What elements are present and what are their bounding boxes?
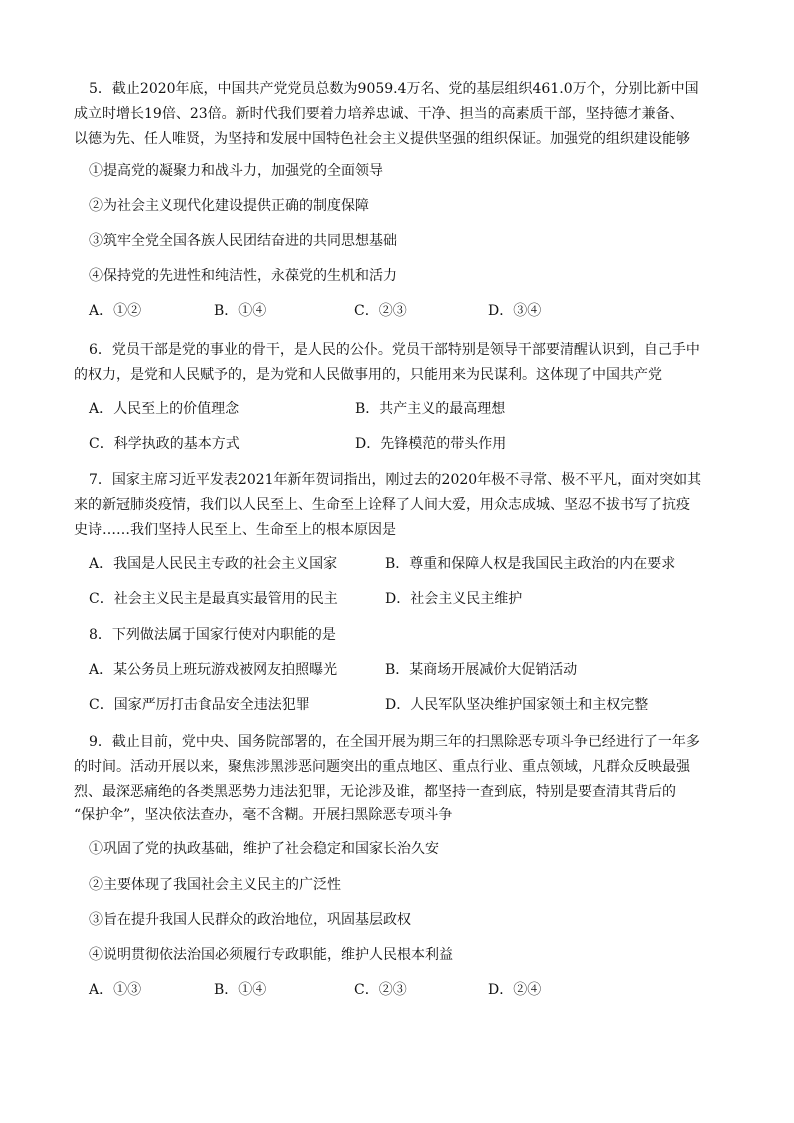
q6-stem-line-1: 6．党员干部是党的事业的骨干，是人民的公仆。党员干部特别是领导干部要清醒认识到，自己手中 [89,342,700,358]
q5-item-3: ③筑牢全党全国各族人民团结奋进的共同思想基础 [89,233,397,249]
q7-stem-line-2: 来的新冠肺炎疫情，我们以人民至上、生命至上诠释了人间大爱，用众志成城、坚忍不拔书写了抗疫 [74,497,690,513]
q5-stem-line-2: 成立时增长19倍、23倍。新时代我们要着力培养忠诚、干净、担当的高素质干部，坚持德才兼备、 [74,106,684,122]
q5-item-2: ②为社会主义现代化建设提供正确的制度保障 [89,198,369,214]
q7-option-b: B．尊重和保障人权是我国民主政治的内在要求 [385,556,676,572]
q8-option-b: B．某商场开展减价大促销活动 [385,662,578,678]
q6-stem-line-2: 的权力，是党和人民赋予的，是为党和人民做事用的，只能用来为民谋利。这体现了中国共产党 [74,367,662,383]
q6-option-c: C．科学执政的基本方式 [89,436,240,452]
q6-option-d: D．先锋模范的带头作用 [355,436,507,452]
q8-option-c: C．国家严厉打击食品安全违法犯罪 [89,697,310,713]
q5-option-d: D．③④ [488,303,542,319]
q9-item-4: ④说明贯彻依法治国必须履行专政职能，维护人民根本利益 [89,947,453,963]
q7-option-a: A．我国是人民民主专政的社会主义国家 [89,556,338,572]
q8-stem-line-1: 8．下列做法属于国家行使对内职能的是 [89,627,336,643]
q9-stem-line-1: 9．截止目前，党中央、国务院部署的，在全国开展为期三年的扫黑除恶专项斗争已经进行了一年多 [89,734,700,750]
q9-option-c: C．②③ [354,982,407,998]
q9-item-2: ②主要体现了我国社会主义民主的广泛性 [89,877,341,893]
q8-option-d: D．人民军队坚决维护国家领土和主权完整 [385,697,649,713]
q9-option-a: A．①③ [89,982,142,998]
q7-stem-line-3: 史诗……我们坚持人民至上、生命至上的根本原因是 [74,522,396,538]
q5-option-b: B．①④ [214,303,267,319]
q7-option-d: D．社会主义民主维护 [385,591,523,607]
q5-option-a: A．①② [89,303,142,319]
q8-option-a: A．某公务员上班玩游戏被网友拍照曝光 [89,662,338,678]
q7-stem-line-1: 7．国家主席习近平发表2021年新年贺词指出，刚过去的2020年极不寻常、极不平凡，面对突如其 [89,472,702,488]
q5-option-c: C．②③ [354,303,407,319]
q9-option-d: D．②④ [488,982,542,998]
q9-option-b: B．①④ [214,982,267,998]
q9-item-3: ③旨在提升我国人民群众的政治地位，巩固基层政权 [89,912,411,928]
q9-item-1: ①巩固了党的执政基础，维护了社会稳定和国家长治久安 [89,841,439,857]
q6-option-b: B．共产主义的最高理想 [355,401,506,417]
q5-item-4: ④保持党的先进性和纯洁性，永葆党的生机和活力 [89,268,397,284]
q5-stem-line-3: 以德为先、任人唯贤，为坚持和发展中国特色社会主义提供坚强的组织保证。加强党的组织建设能够 [74,131,690,147]
q9-stem-line-2: 的时间。活动开展以来，聚焦涉黑涉恶问题突出的重点地区、重点行业、重点领域，凡群众反映最强 [74,759,690,775]
q5-item-1: ①提高党的凝聚力和战斗力，加强党的全面领导 [89,163,383,179]
q9-stem-line-3: 烈、最深恶痛绝的各类黑恶势力违法犯罪，无论涉及谁，都坚持一查到底，特别是要查清其背后的 [74,784,676,800]
q6-option-a: A．人民至上的价值理念 [89,401,240,417]
q5-stem-line-1: 5．截止2020年底，中国共产党党员总数为9059.4万名、党的基层组织461.0万个，分别比新中国 [89,81,699,97]
q7-option-c: C．社会主义民主是最真实最管用的民主 [89,591,338,607]
q9-stem-line-4: “保护伞”，坚决依法查办，毫不含糊。开展扫黑除恶专项斗争 [74,807,453,823]
